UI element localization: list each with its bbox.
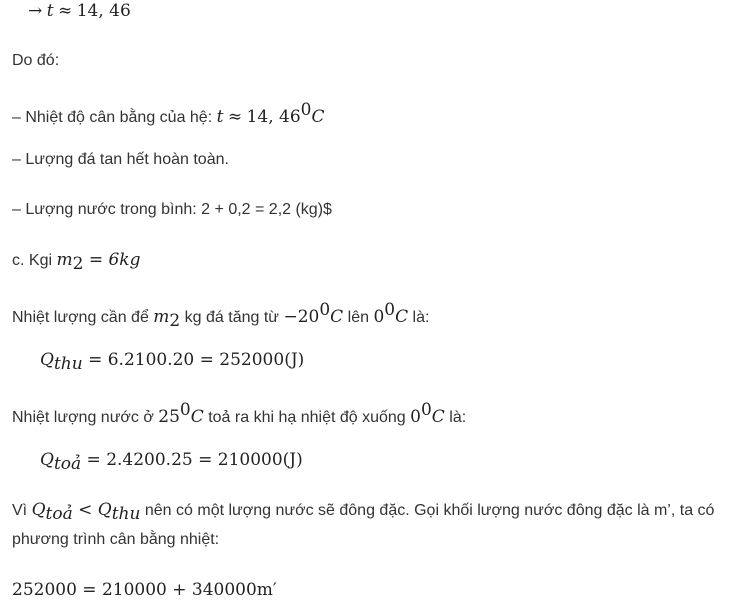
line-do-do: Do đó: xyxy=(12,52,60,69)
line-water-mass: – Lượng nước trong bình: 2 + 0,2 = 2,2 (kg)$ xyxy=(12,201,332,218)
equation: 252000 = 210000 + 340000m′ xyxy=(12,580,277,600)
sub: 2 xyxy=(169,311,181,331)
unit2: C xyxy=(431,407,445,427)
var-t: t xyxy=(216,107,224,127)
approx-symbol: ≈ xyxy=(227,107,243,127)
unit2: C xyxy=(395,307,409,327)
equation-q-thu xyxy=(40,349,304,375)
sup2: 0 xyxy=(384,300,396,320)
equation-q-toa xyxy=(40,449,303,475)
var-Q: Q xyxy=(40,350,54,370)
post: là: xyxy=(408,309,430,326)
unit1: C xyxy=(190,407,204,427)
less-than: < xyxy=(72,500,98,520)
sub2: thu xyxy=(111,504,141,524)
pre: Nhiệt lượng nước ở xyxy=(12,409,159,426)
sup1: 0 xyxy=(319,300,331,320)
line-part-c xyxy=(12,249,140,275)
post: nên có một lượng nước sẽ đông đặc. Gọi khối lượng nước đông đặc là m’, ta có xyxy=(140,502,715,519)
temp2: 0 xyxy=(410,407,421,427)
value: 14, 46 xyxy=(76,1,131,21)
temp1: −20 xyxy=(283,307,320,327)
mid: kg đá tăng từ xyxy=(180,309,284,326)
sup1: 0 xyxy=(179,400,191,420)
rest: = 6.2100.20 = 252000(J) xyxy=(82,350,305,370)
line-heat-ice xyxy=(12,299,429,332)
pre: Nhiệt lượng cần để xyxy=(12,309,154,326)
sup2: 0 xyxy=(420,400,432,420)
var-t: t xyxy=(46,1,54,21)
var-m: m xyxy=(56,250,73,270)
line-heat-water xyxy=(12,399,466,429)
line-comparison xyxy=(12,499,714,525)
var-Q1: Q xyxy=(31,500,46,520)
mid2: lên xyxy=(343,309,374,326)
var-m: m xyxy=(153,307,170,327)
sub1: toả xyxy=(45,504,73,524)
text: – Nhiệt độ cân bằng của hệ: xyxy=(12,109,217,126)
mid: toả ra khi hạ nhiệt độ xuống xyxy=(203,409,411,426)
unit: C xyxy=(311,107,325,127)
post: là: xyxy=(444,409,467,426)
var-Q2: Q xyxy=(97,500,112,520)
sub: thu xyxy=(53,354,83,374)
arrow-symbol: → xyxy=(28,1,43,21)
approx-symbol: ≈ xyxy=(58,1,73,21)
sub: 2 xyxy=(72,254,84,274)
sub: toả xyxy=(53,454,82,474)
line-ice-melted: – Lượng đá tan hết hoàn toàn. xyxy=(12,151,229,168)
line-result-t xyxy=(28,0,131,23)
prefix: c. Kgi xyxy=(12,252,57,269)
value: 14, 46 xyxy=(246,107,301,127)
rest: = 6kg xyxy=(83,250,141,270)
equation-balance xyxy=(12,579,277,602)
rest: = 2.4200.25 = 210000(J) xyxy=(81,450,303,470)
line-equilibrium-temp xyxy=(12,99,325,129)
pre: Vì xyxy=(12,502,32,519)
line-balance-equation-label: phương trình cân bằng nhiệt: xyxy=(12,531,220,548)
temp1: 25 xyxy=(158,407,180,427)
temp2: 0 xyxy=(373,307,385,327)
degree-sup: 0 xyxy=(300,100,312,120)
unit1: C xyxy=(330,307,344,327)
var-Q: Q xyxy=(40,450,54,470)
